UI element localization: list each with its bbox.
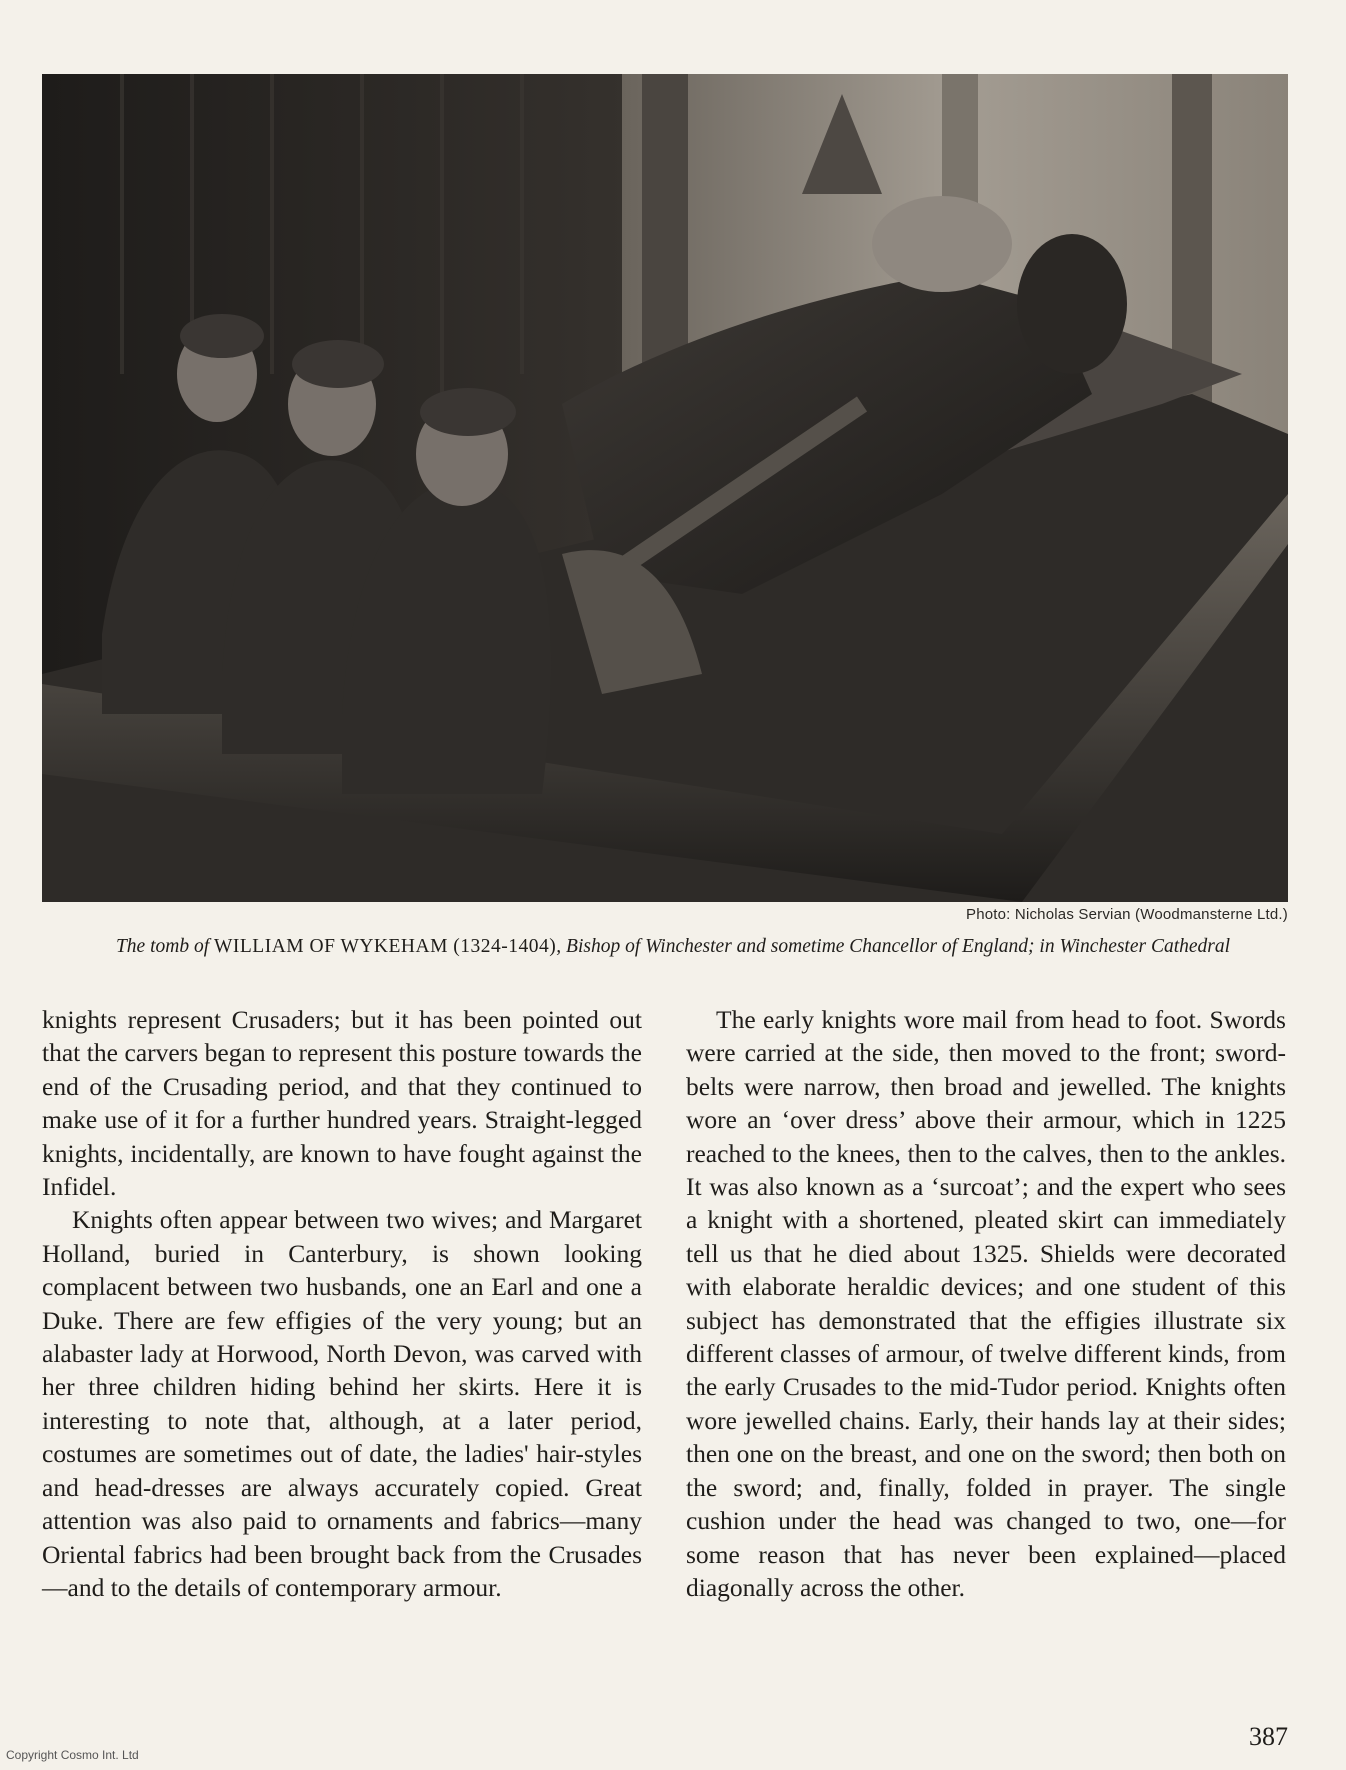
caption-rest: , Bishop of Winchester and sometime Chancellor of England; in Winchester Cathedral [556, 936, 1231, 957]
caption-intro: The tomb of [115, 936, 214, 957]
figure-caption [90, 936, 1256, 958]
copyright-watermark: Copyright Cosmo Int. Ltd [6, 1748, 139, 1762]
page-number: 387 [1249, 1722, 1288, 1751]
right-column [686, 1003, 1286, 1604]
right-paragraph-1: The early knights wore mail from head to foot. Swords were carried at the side, then moved to the front; sword-belts were narrow, then broad and jewelled. The knights wore an ‘over dress’ above their armour, which in 1225 reached to the knees, then to the calves, then to the ankles. It was also known as a ‘surcoat’; and the expert who sees a knight with a shortened, pleated skirt can immediately tell us that he died about 1325. Shields were decorated with elaborate heraldic devices; and one student of this subject has demonstrated that the effigies illustrate six different classes of armour, of twelve different kinds, from the early Crusades to the mid-Tudor period. Knights often wore jewelled chains. Early, their hands lay at their sides; then one on the breast, and one on the sword; then both on the sword; and, finally, folded in prayer. The single cushion under the head was changed to two, one—for some reason that has never been explained—placed diagonally across the other. [686, 1005, 1286, 1602]
left-paragraph-1: knights represent Crusaders; but it has been pointed out that the carvers began to represent this posture towards the end of the Crusading period, and that they continued to make use of it for a further hundred years. Straight-legged knights, incidentally, are known to have fought against the Infidel. [42, 1005, 642, 1202]
left-paragraph-2: Knights often appear between two wives; and Margaret Holland, buried in Canterbury, is shown looking complacent between two husbands, one an Earl and one a Duke. There are few effigies of the very young; but an alabaster lady at Horwood, North Devon, was carved with her three children hiding behind her skirts. Here it is interesting to note that, although, at a later period, costumes are sometimes out of date, the ladies' hair-styles and head-dresses are always accurately copied. Great attention was also paid to ornaments and fabrics—many Oriental fabrics had been brought back from the Crusades—and to the details of contemporary armour. [42, 1205, 642, 1602]
tomb-photo-illustration [42, 74, 1288, 902]
left-column [42, 1003, 642, 1604]
photo-credit: Photo: Nicholas Servian (Woodmansterne Ltd.) [965, 906, 1288, 923]
caption-name: WILLIAM OF WYKEHAM (1324-1404) [213, 936, 557, 957]
tomb-photograph [42, 74, 1288, 902]
